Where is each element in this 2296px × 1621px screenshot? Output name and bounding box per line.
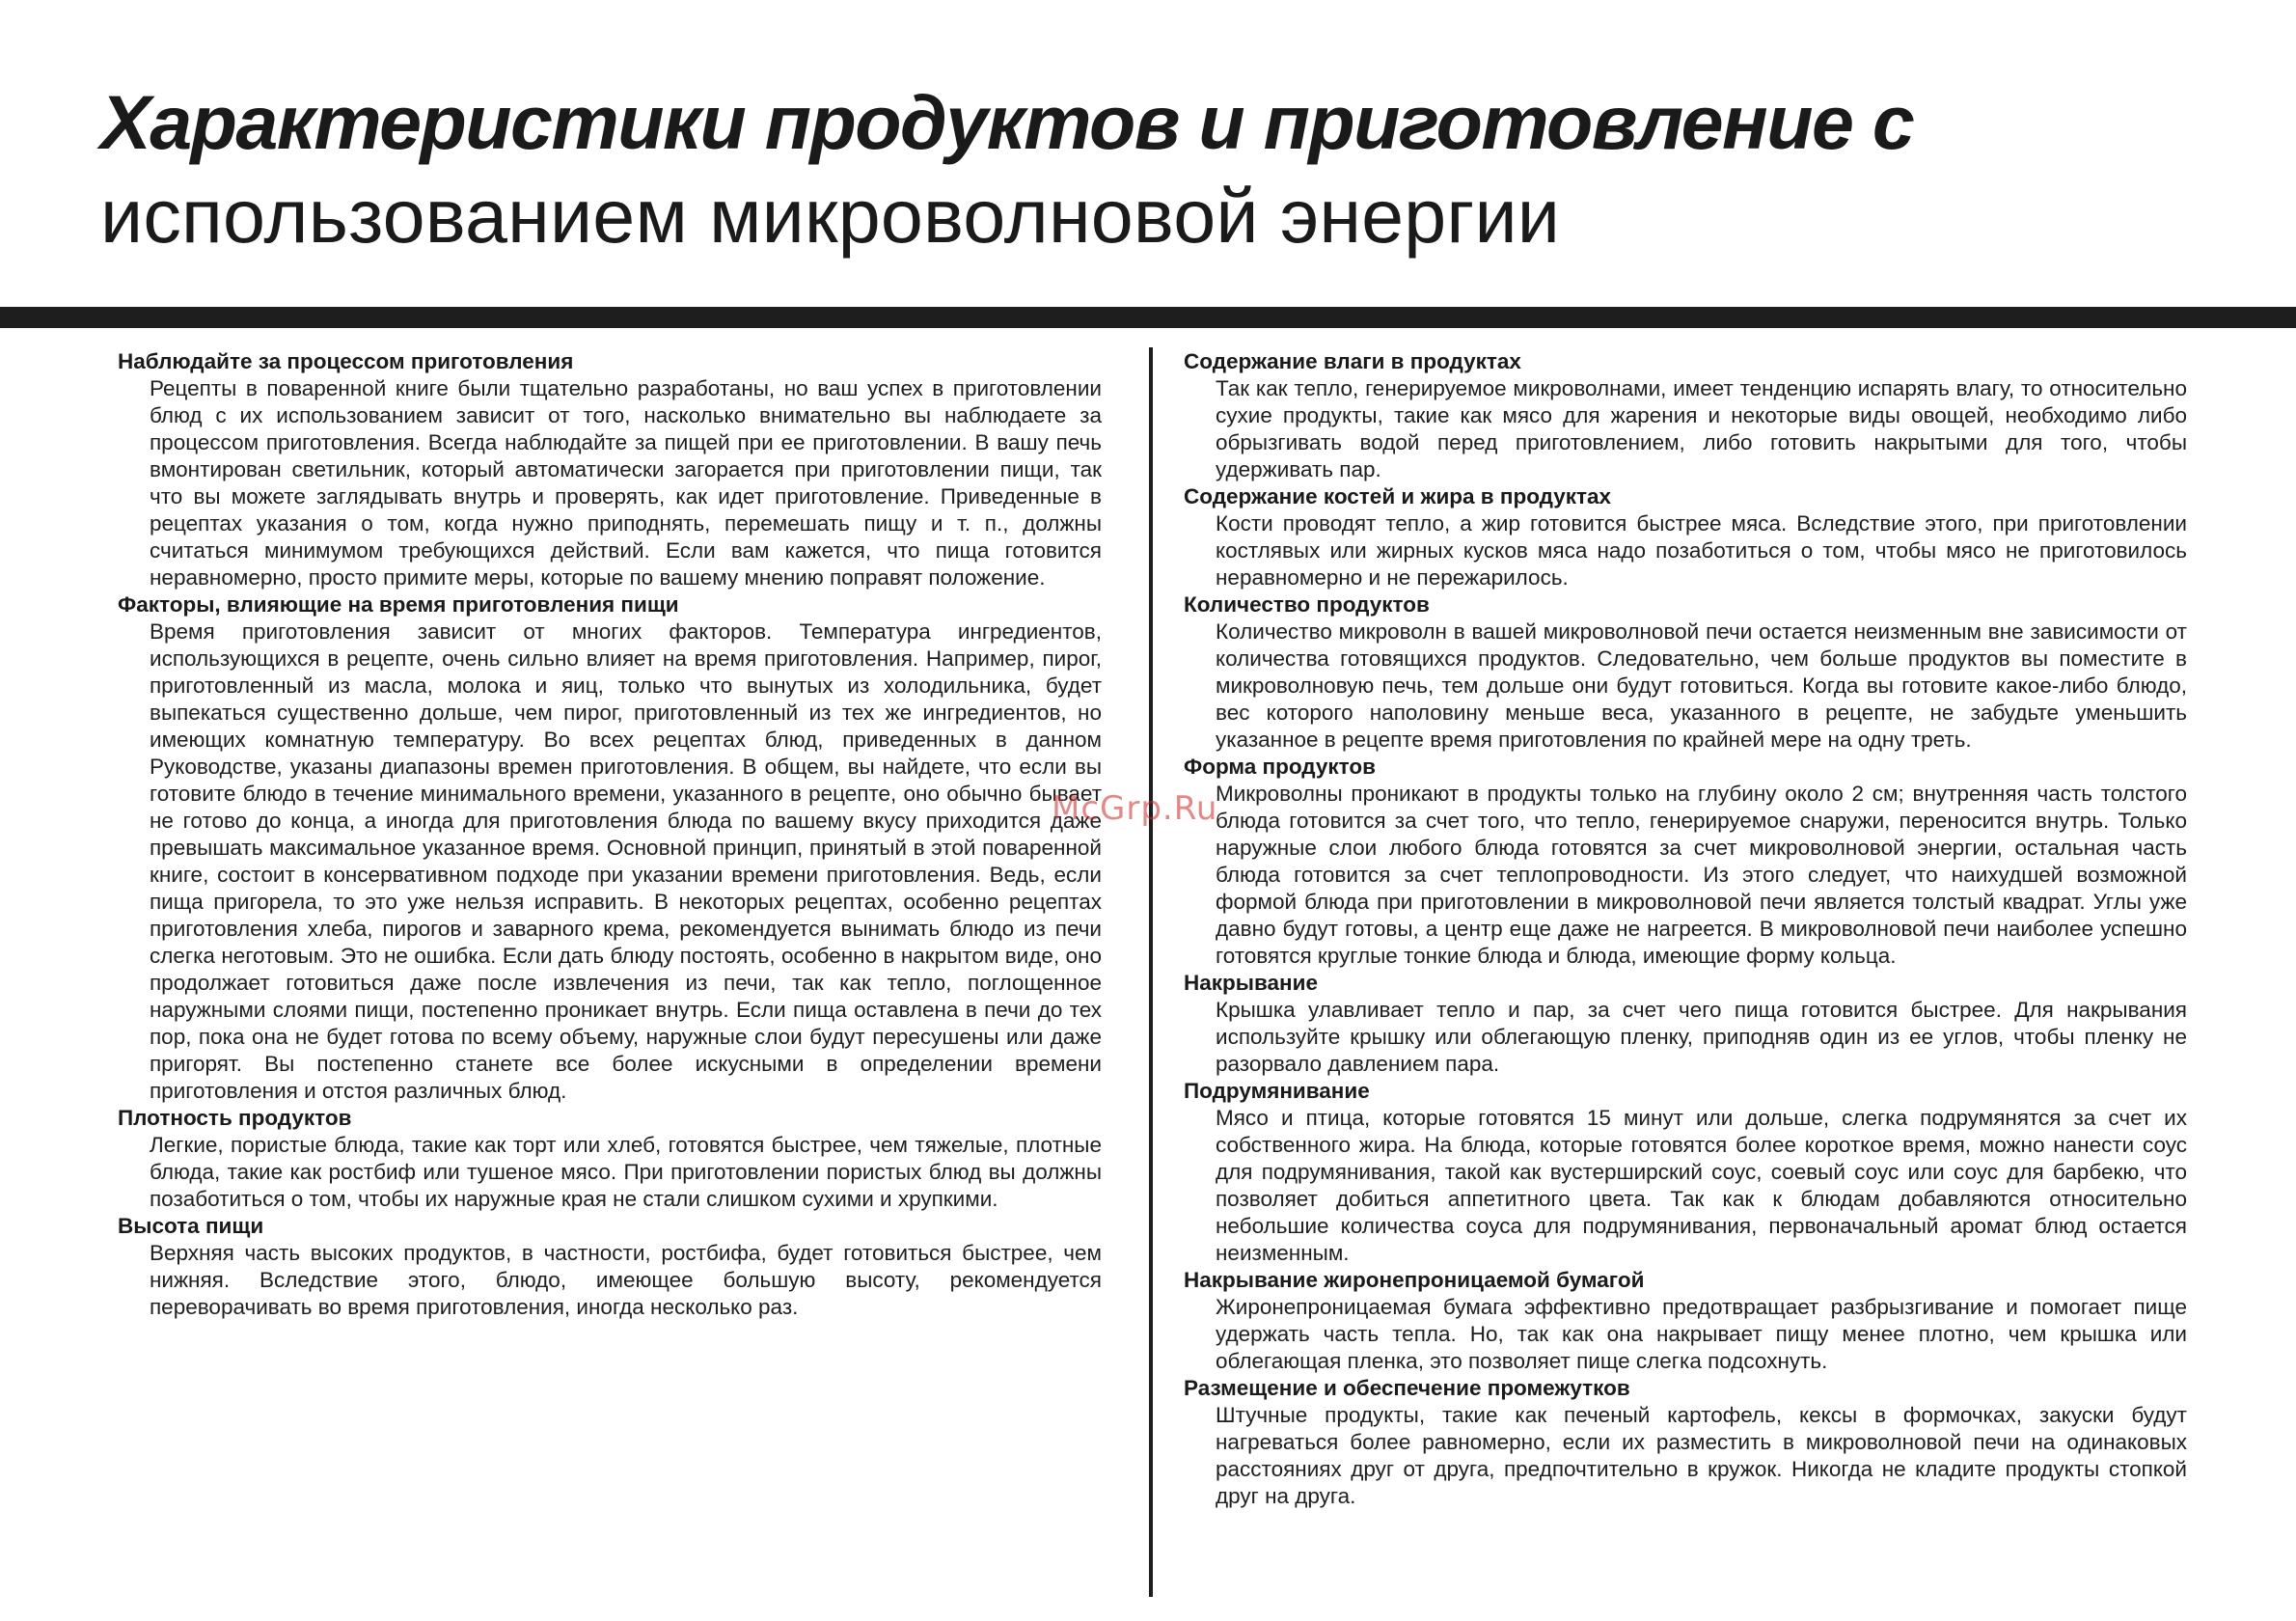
page-title-line-1: Характеристики продуктов и приготовление с (100, 79, 1914, 165)
page-title (100, 75, 1913, 262)
header-rule (0, 307, 2296, 328)
left-column (118, 348, 1102, 1321)
section-heading: Высота пищи (118, 1214, 264, 1238)
watermark-text: McGrp.Ru (1052, 789, 1218, 828)
section-text: Время приготовления зависит от многих факторов. Температура ингредиентов, использующихся в рецепте, очень сильно влияет на время приготовления. Например, пирог, приготовленный из масла, молока и яиц, только что вынутых из холодильника, будет выпекаться существенно дольше, чем пирог, приготовленный из тех же ингредиентов, но имеющих комнатную температуру. Во всех рецептах блюд, приведенных в данном Руководстве, указаны диапазоны времен приготовления. В общем, вы найдете, что если вы готовите блюдо в течение минимального времени, указанного в рецепте, оно обычно бывает не готово до конца, а иногда для приготовления блюда по вашему вкусу приходится даже превышать максимальное указанное время. Основной принцип, принятый в этой поваренной книге, состоит в консервативном подходе при указании времени приготовления. Ведь, если пища пригорела, то это уже нельзя исправить. В некоторых рецептах, особенно рецептах приготовления хлеба, пирогов и заварного крема, рекомендуется вынимать блюдо из печи слегка неготовым. Это не ошибка. Если дать блюду постоять, особенно в накрытом виде, оно продолжает готовиться даже после извлечения из печи, так как тепло, поглощенное наружными слоями пищи, постепенно проникает внутрь. Если пища оставлена в печи до тех пор, пока она не будет готова по всему объему, наружные слои будут пересушены или даже пригорят. Вы постепенно станете все более искусными в определении времени приготовления и отстоя различных блюд. (150, 619, 1102, 1103)
section-text: Верхняя часть высоких продуктов, в частности, ростбифа, будет готовиться быстрее, чем нижняя. Вследствие этого, блюдо, имеющее большую высоту, рекомендуется переворачивать во время приготовления, иногда несколько раз. (150, 1241, 1102, 1319)
section-food-density (118, 1105, 1102, 1213)
section-text: Крышка улавливает тепло и пар, за счет чего пища готовится быстрее. Для накрывания используйте крышку или облегающую пленку, приподняв один из ее углов, чтобы пленку не разорвало давлением пара. (1216, 998, 2187, 1076)
right-column (1184, 348, 2187, 1510)
column-divider (1149, 347, 1153, 1597)
section-heading: Накрывание (1184, 971, 1318, 995)
section-text: Так как тепло, генерируемое микроволнами, имеет тенденцию испарять влагу, то относительно сухие продукты, такие как мясо для жарения и некоторые виды овощей, необходимо либо обрызгивать водой перед приготовлением, либо готовить накрытыми для того, чтобы удерживать пар. (1216, 376, 2187, 481)
section-heading: Подрумянивание (1184, 1079, 1370, 1103)
section-quantity (1184, 591, 2187, 754)
section-heading: Содержание костей и жира в продуктах (1184, 484, 1612, 508)
section-moisture (1184, 348, 2187, 483)
section-covering (1184, 970, 2187, 1078)
section-heading: Форма продуктов (1184, 755, 1376, 779)
section-text: Жиронепроницаемая бумага эффективно предотвращает разбрызгивание и помогает пище удержать часть тепла. Но, так как она накрывает пищу менее плотно, чем крышка или облегающая пленка, это позволяет пище слегка подсохнуть. (1216, 1295, 2187, 1373)
section-bones-fat (1184, 483, 2187, 591)
section-heading: Содержание влаги в продуктах (1184, 349, 1521, 373)
section-food-height (118, 1213, 1102, 1321)
section-text: Штучные продукты, такие как печеный картофель, кексы в формочках, закуски будут нагреваться более равномерно, если их разместить в микроволновой печи на одинаковых расстояниях друг от друга, предпочтительно в кружок. Никогда не кладите продукты стопкой друг на друга. (1216, 1403, 2187, 1508)
section-text: Микроволны проникают в продукты только на глубину около 2 см; внутренняя часть толстого блюда готовится за счет того, что тепло, генерируемое снаружи, переносится внутрь. Только наружные слои любого блюда готовятся за счет микроволновой энергии, остальная часть блюда готовится за счет теплопроводности. Из этого следует, что наихудшей возможной формой блюда при приготовлении в микроволновой печи является толстый квадрат. Углы уже давно будут готовы, а центр еще даже не нагреется. В микроволновой печи наиболее успешно готовятся круглые тонкие блюда и блюда, имеющие форму кольца. (1216, 782, 2187, 968)
section-browning (1184, 1078, 2187, 1267)
section-wax-paper (1184, 1267, 2187, 1375)
section-text: Легкие, пористые блюда, такие как торт или хлеб, готовятся быстрее, чем тяжелые, плотные блюда, такие как ростбиф или тушеное мясо. При приготовлении пористых блюд вы должны позаботиться о том, чтобы их наружные края не стали слишком сухими и хрупкими. (150, 1133, 1102, 1211)
section-shape (1184, 754, 2187, 970)
section-heading: Наблюдайте за процессом приготовления (118, 349, 574, 373)
section-text: Мясо и птица, которые готовятся 15 минут или дольше, слегка подрумянятся за счет их собственного жира. На блюда, которые готовятся более короткое время, можно нанести соус для подрумянивания, такой как вустерширский соус, соевый соус или соус для барбекю, что позволяет добиться аппетитного цвета. Так как к блюдам добавляются относительно небольшие количества соуса для подрумянивания, первоначальный аромат блюд остается неизменным. (1216, 1106, 2187, 1265)
section-heading: Плотность продуктов (118, 1106, 352, 1130)
section-heading: Факторы, влияющие на время приготовления пищи (118, 592, 679, 617)
page-title-line-2: использованием микроволновой энергии (100, 173, 1561, 259)
section-heading: Размещение и обеспечение промежутков (1184, 1376, 1630, 1400)
section-observe-cooking (118, 348, 1102, 591)
section-heading: Накрывание жиронепроницаемой бумагой (1184, 1268, 1645, 1292)
section-heading: Количество продуктов (1184, 592, 1430, 617)
section-text: Количество микроволн в вашей микроволновой печи остается неизменным вне зависимости от количества готовящихся продуктов. Следовательно, чем больше продуктов вы поместите в микроволновую печь, тем дольше они будут готовиться. Когда вы готовите какое-либо блюдо, вес которого наполовину меньше веса, указанного в рецепте, не забудьте уменьшить указанное в рецепте время приготовления по крайней мере на одну треть. (1216, 619, 2187, 752)
section-text: Рецепты в поваренной книге были тщательно разработаны, но ваш успех в приготовлении блюд с их использованием зависит от того, насколько внимательно вы наблюдаете за процессом приготовления. Всегда наблюдайте за пищей при ее приготовлении. В вашу печь вмонтирован светильник, который автоматически загорается при приготовлении пищи, так что вы можете заглядывать внутрь и проверять, как идет приготовление. Приведенные в рецептах указания о том, когда нужно приподнять, перемешать пищу и т. п., должны считаться минимумом требующихся действий. Если вам кажется, что пища готовится неравномерно, просто примите меры, которые по вашему мнению поправят положение. (150, 376, 1102, 590)
section-cooking-time-factors (118, 591, 1102, 1105)
section-spacing (1184, 1375, 2187, 1510)
section-text: Кости проводят тепло, а жир готовится быстрее мяса. Вследствие этого, при приготовлении костлявых или жирных кусков мяса надо позаботиться о том, чтобы мясо не приготовилось неравномерно и не пережарилось. (1216, 511, 2187, 590)
